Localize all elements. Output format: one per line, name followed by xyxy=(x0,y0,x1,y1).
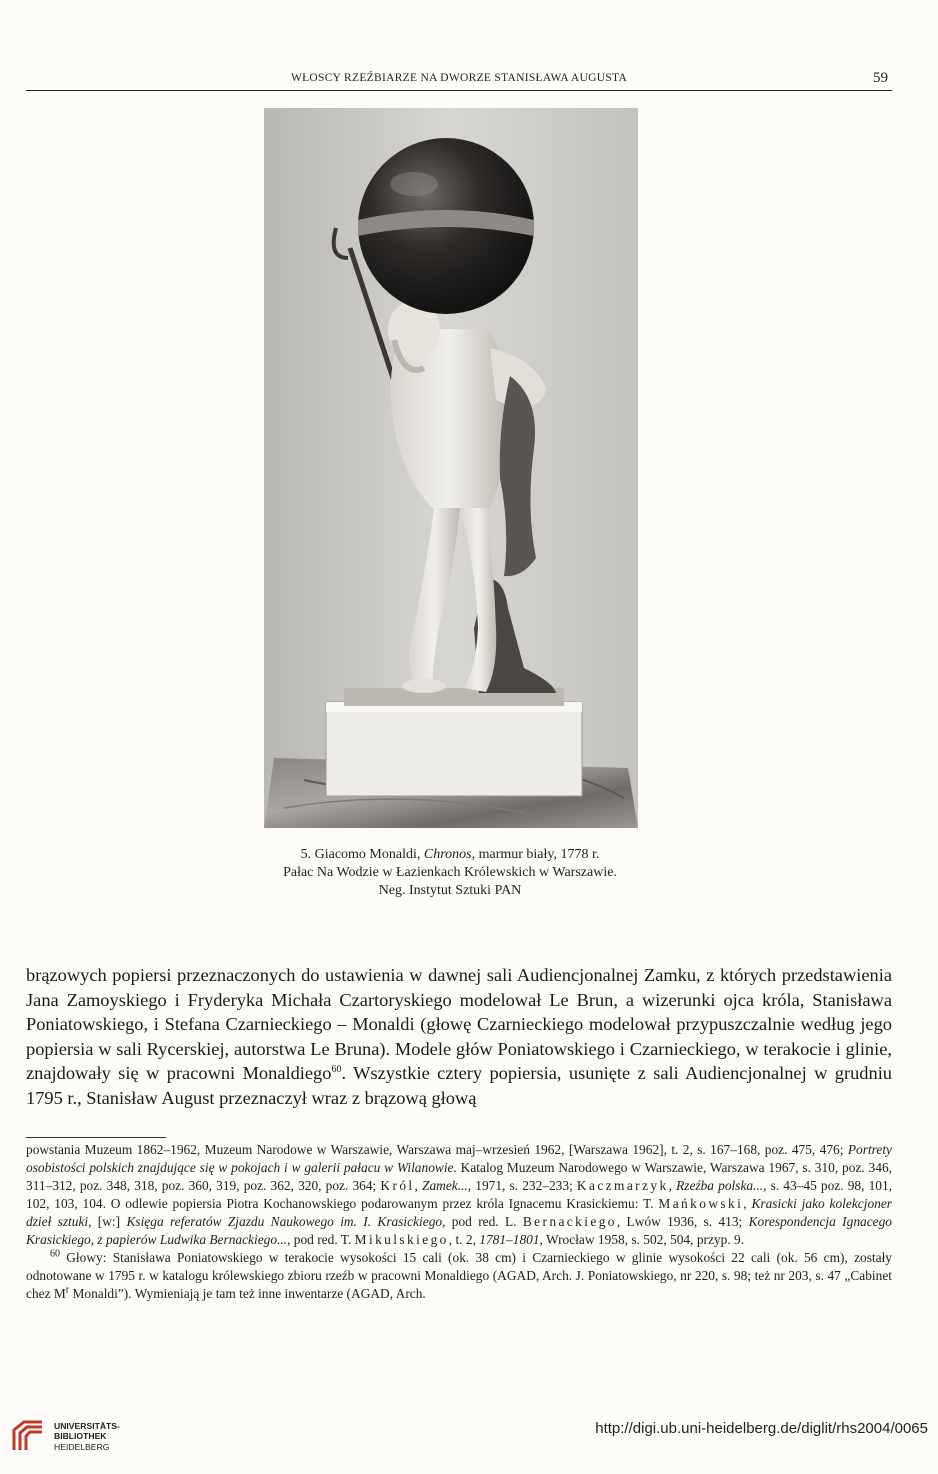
sculpture-photo xyxy=(264,108,638,828)
footnote-number-60: 60 xyxy=(50,1248,60,1260)
page-number: 59 xyxy=(873,70,888,86)
library-logo-text: UNIVERSITÄTS- BIBLIOTHEK HEIDELBERG xyxy=(54,1421,120,1452)
body-paragraph: brązowych popiersi przeznaczonych do ustawienia w dawnej sali Audiencjonalnej Zamku, z których przedstawienia Jana Zamoyskiego i Fryderyka Michała Czartoryskiego modelował Le Brun, a wizerunki ojca króla, Stanisława Poniatowskiego, i Stefana Czarnieckiego – Monaldi (głowę Czarnieckiego modelował przypuszczalnie według jego popiersia w sali Rycerskiej, autorstwa Le Bruna). Modele głów Poniatowskiego i Czarnieckiego, w terakocie i glinie, znajdowały się w pracowni Monaldiego$^{60}$. Wszystkie cztery popiersia, usunięte z sali Audiencjonalnej w grudniu 1795 r., Stanisław August przeznaczył wraz z brązową głową xyxy=(26,965,893,1108)
footnote-ref-60[interactable]: 60 xyxy=(331,1064,342,1076)
caption-line-2: Pałac Na Wodzie w Łazienkach Królewskich w Warszawie. xyxy=(283,865,617,880)
figure-caption xyxy=(160,846,740,900)
caption-line-1: 5. Giacomo Monaldi, Chronos, marmur biały, 1778 r. xyxy=(300,847,600,862)
library-logo[interactable] xyxy=(10,1418,140,1454)
footnote-60: $^{60}$ Głowy: Stanisława Poniatowskiego w terakocie wysokości 15 cali (ok. 38 cm) i Czarnieckiego w glinie wysokości 22 cali (ok. 56 cm), zostały odnotowane w 1795 r. w katalogu królewskiego zbioru rzeźb w pracowni Monaldiego (AGAD, Arch. J. Poniatowskiego, nr 220, s. 98; też nr 203, s. 47 „Cabinet chez $M^r$ Monaldi”). Wymieniają je tam też inne inwentarze (AGAD, Arch. xyxy=(26,1248,892,1301)
artwork-title: Chronos xyxy=(423,847,472,862)
caption-line-3: Neg. Instytut Sztuki PAN xyxy=(378,883,522,898)
running-title: WŁOSCY RZEŹBIARZE NA DWORZE STANISŁAWA AUGUSTA xyxy=(290,72,628,84)
footnotes xyxy=(26,1141,892,1303)
chronos-sculpture-image xyxy=(264,108,638,828)
footnote-continuation: powstania Muzeum 1862–1962, Muzeum Narodowe w Warszawie, Warszawa maj–wrzesień 1962, [Warszawa 1962], t. 2, s. 167–168, poz. 475, 476; Portrety osobistości polskich znajdujące się w pokojach i w galerii pałacu w Wilanowie. Katalog Muzeum Narodowego w Warszawie, Warszawa 1967, s. 310, poz. 346, 311–312, poz. 348, 318, poz. 360, 319, poz. 362, 320, poz. 364; Król, Zamek..., 1971, s. 232–233; Kaczmarzyk, Rzeźba polska..., s. 43–45 poz. 98, 101, 102, 103, 104. O odlewie popiersia Piotra Kochanowskiego podarowanym przez króla Ignacemu Krasickiemu: T. Mańkowski, Krasicki jako kolekcjoner dzieł sztuki, [w:] Księga referatów Zjazdu Naukowego im. I. Krasickiego, pod red. L. Bernackiego, Lwów 1936, s. 413; Korespondencja Ignacego Krasickiego, z papierów Ludwika Bernackiego..., pod red. T. Mikulskiego, t. 2, 1781–1801, Wrocław 1958, s. 502, 504, przyp. 9. xyxy=(26,1142,893,1247)
running-head xyxy=(26,70,892,91)
footnote-rule xyxy=(26,1137,166,1138)
library-logo-icon xyxy=(10,1418,46,1454)
source-url-link[interactable]: http://digi.ub.uni-heidelberg.de/diglit/rhs2004/0065 xyxy=(595,1420,928,1437)
white-base xyxy=(326,702,582,796)
